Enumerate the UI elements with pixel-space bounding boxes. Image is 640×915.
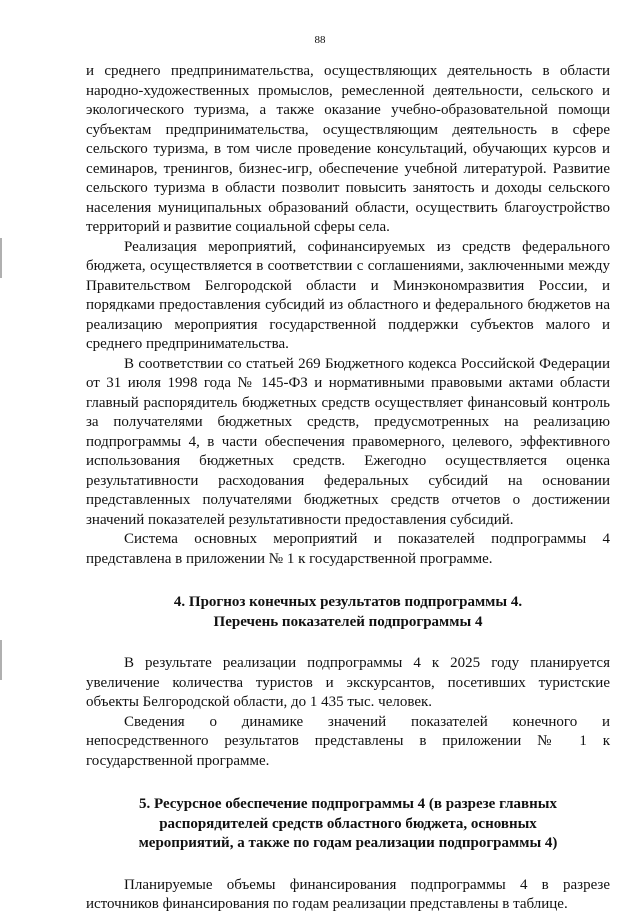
heading-line: 4. Прогноз конечных результатов подпрограммы 4. — [173, 594, 523, 610]
heading-line: 5. Ресурсное обеспечение подпрограммы 4 (в разрезе главных — [138, 796, 557, 812]
paragraph: Система основных мероприятий и показателей подпрограммы 4 представлена в приложении № 1 к государственной программе. — [86, 531, 610, 567]
paragraph: Реализация мероприятий, софинансируемых из средств федерального бюджета, осуществляется в соответствии с соглашениями, заключенными между Правительством Белгородской области и Минэкономразвития России, и порядками предоставления субсидий из областного и федерального бюджетов на реализацию мероприятия государственной поддержки субъектов малого и среднего предпринимательства. — [86, 238, 610, 352]
paragraph: В соответствии со статьей 269 Бюджетного кодекса Российской Федерации от 31 июля 1998 года № 145-ФЗ и нормативными правовыми актами области главный распорядитель бюджетных средств осуществляет финансовый контроль за получателями бюджетных средств, предусмотренных на реализацию подпрограммы 4, в части обеспечения правомерного, целевого, эффективного использования бюджетных средств. Ежегодно осуществляется оценка результативности расходования федеральных субсидий на основании представленных получателями бюджетных средств отчетов о достижении значений показателей результативности предоставления субсидий. — [86, 355, 610, 528]
scan-margin-mark — [0, 238, 2, 278]
paragraph: В результате реализации подпрограммы 4 к 2025 году планируется увеличение количества туристов и экскурсантов, посетивших туристские объекты Белгородской области, до 1 435 тыс. человек. — [86, 655, 610, 710]
section-heading — [86, 795, 610, 854]
heading-line: распорядителей средств областного бюджета, основных — [159, 815, 537, 832]
paragraph: Планируемые объемы финансирования подпрограммы 4 в разрезе источников финансирования по годам реализации представлены в таблице. — [86, 876, 610, 912]
heading-line: мероприятий, а также по годам реализации подпрограммы 4) — [138, 835, 558, 851]
heading-line: Перечень показателей подпрограммы 4 — [213, 613, 483, 630]
paragraph: Сведения о динамике значений показателей конечного и непосредственного результатов представлены в приложении № 1 к государственной программе. — [86, 713, 610, 769]
scan-margin-mark — [0, 640, 2, 680]
document-body — [86, 62, 610, 915]
page-number: 88 — [314, 34, 326, 46]
section-heading — [86, 593, 610, 632]
paragraph: и среднего предпринимательства, осуществляющих деятельность в области народно-художественных промыслов, ремесленной деятельности, сельского и экологического туризма, а также оказание учебно-образовательной помощи субъектам предпринимательства, осуществляющим деятельность в сфере сельского туризма, в том числе проведение консультаций, обучающих курсов и семинаров, тренингов, бизнес-игр, обеспечение учебной литературой. Развитие сельского туризма в области позволит повысить занятость и доходы сельского населения муниципальных образований области, осуществить благоустройство территорий и развитие социальной сферы села. — [86, 63, 610, 235]
